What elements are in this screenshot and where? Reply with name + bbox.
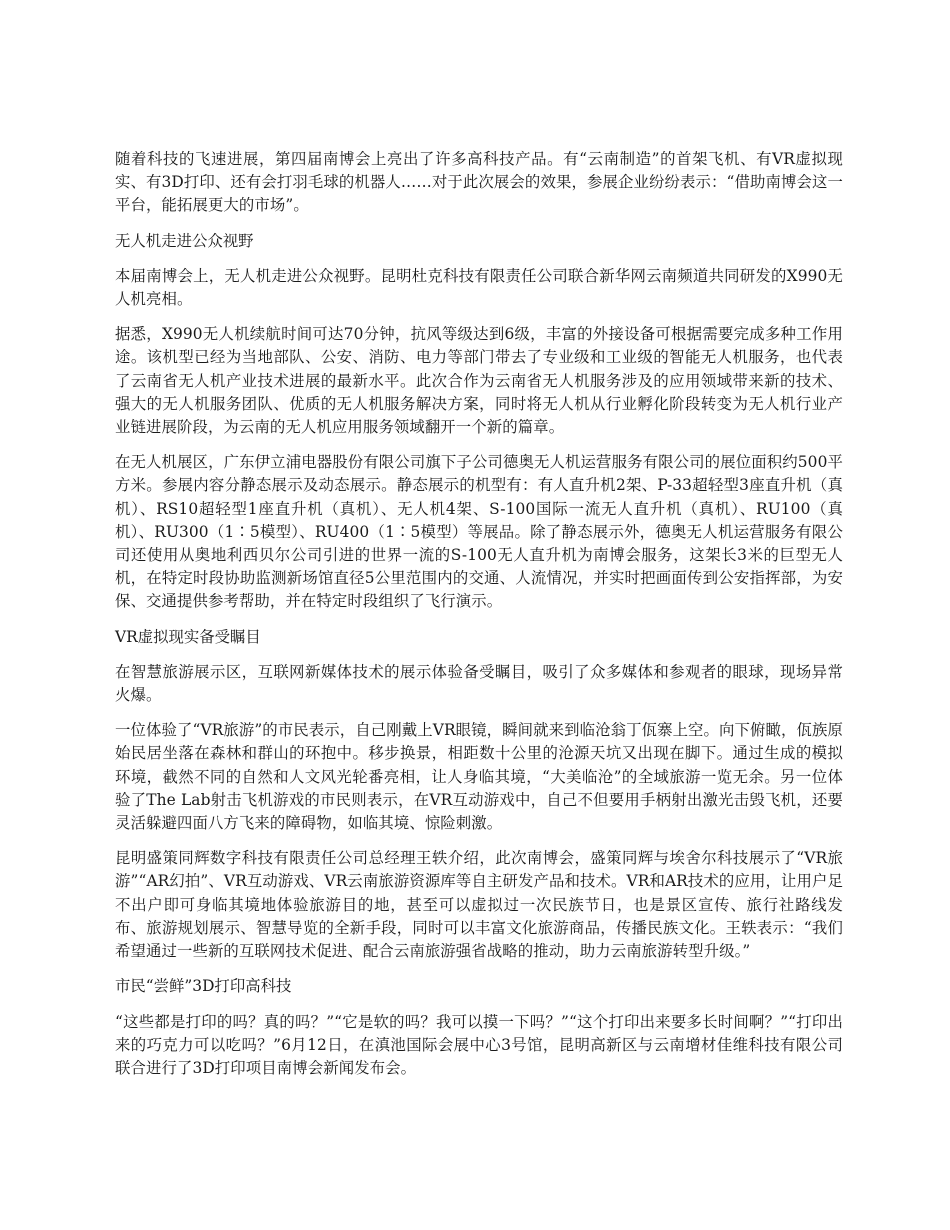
section-heading-3d-printing: 市民“尝鲜”3D打印高科技 <box>115 977 292 996</box>
vr-paragraph-2: 一位体验了“VR旅游”的市民表示，自己刚戴上VR眼镜，瞬间就来到临沧翁丁佤寨上空。向下俯瞰，佤族原始民居坐落在森林和群山的环抱中。移步换景，相距数十公里的沧源天坑又出现在脚下。通过生成的模拟环境，截然不同的自然和人文风光轮番亮相，让人身临其境，“大美临沧”的全域旅游一览无余。另一位体验了The Lab射击飞机游戏的市民则表示，在VR互动游戏中，自己不但要用手柄射出激光击毁飞机，还要灵活躲避四面八方飞来的障碍物，如临其境、惊险刺激。 <box>115 721 843 833</box>
vr-paragraph-1: 在智慧旅游展示区，互联网新媒体技术的展示体验备受瞩目，吸引了众多媒体和参观者的眼球，现场异常火爆。 <box>115 662 843 705</box>
drone-paragraph-3: 在无人机展区，广东伊立浦电器股份有限公司旗下子公司德奥无人机运营服务有限公司的展位面积约500平方米。参展内容分静态展示及动态展示。静态展示的机型有：有人直升机2架、P-33超轻型3座直升机（真机）、RS10超轻型1座直升机（真机）、无人机4架、S-100国际一流无人直升机（真机）、RU100（真机）、RU300（1∶5模型）、RU400（1∶5模型）等展品。除了静态展示外，德奥无人机运营服务有限公司还使用从奥地利西贝尔公司引进的世界一流的S-100无人直升机为南博会服务，这架长3米的巨型无人机，在特定时段协助监测新场馆直径5公里范围内的交通、人流情况，并实时把画面传到公安指挥部，为安保、交通提供参考帮助，并在特定时段组织了飞行演示。 <box>115 453 843 611</box>
drone-paragraph-1: 本届南博会上，无人机走进公众视野。昆明杜克科技有限责任公司联合新华网云南频道共同研发的X990无人机亮相。 <box>115 266 843 309</box>
printing-paragraph-1: “这些都是打印的吗？真的吗？”“它是软的吗？我可以摸一下吗？”“这个打印出来要多长时间啊？”“打印出来的巧克力可以吃吗？”6月12日，在滇池国际会展中心3号馆，昆明高新区与云南增材佳维科技有限公司联合进行了3D打印项目南博会新闻发布会。 <box>115 1012 843 1077</box>
section-heading-drones: 无人机走进公众视野 <box>115 231 254 250</box>
vr-paragraph-3: 昆明盛策同辉数字科技有限责任公司总经理王轶介绍，此次南博会，盛策同辉与埃舍尔科技展示了“VR旅游”“AR幻拍”、VR互动游戏、VR云南旅游资源库等自主研发产品和技术。VR和AR技术的应用，让用户足不出户即可身临其境地体验旅游目的地，甚至可以虚拟过一次民族节日，也是景区宣传、旅行社路线发布、旅游规划展示、智慧导览的全新手段，同时可以丰富文化旅游商品，传播民族文化。王轶表示：“我们希望通过一些新的互联网技术促进、配合云南旅游强省战略的推动，助力云南旅游转型升级。” <box>115 849 843 961</box>
section-heading-vr: VR虚拟现实备受瞩目 <box>115 627 261 646</box>
drone-paragraph-2: 据悉，X990无人机续航时间可达70分钟，抗风等级达到6级，丰富的外接设备可根据需要完成多种工作用途。该机型已经为当地部队、公安、消防、电力等部门带去了专业级和工业级的智能无人机服务，也代表了云南省无人机产业技术进展的最新水平。此次合作为云南省无人机服务涉及的应用领域带来新的技术、强大的无人机服务团队、优质的无人机服务解决方案，同时将无人机从行业孵化阶段转变为无人机行业产业链进展阶段，为云南的无人机应用服务领域翻开一个新的篇章。 <box>115 325 843 437</box>
intro-paragraph: 随着科技的飞速进展，第四届南博会上亮出了许多高科技产品。有“云南制造”的首架飞机、有VR虚拟现实、有3D打印、还有会打羽毛球的机器人……对于此次展会的效果，参展企业纷纷表示：“借助南博会这一平台，能拓展更大的市场”。 <box>115 150 843 215</box>
article-body <box>115 148 843 1092</box>
